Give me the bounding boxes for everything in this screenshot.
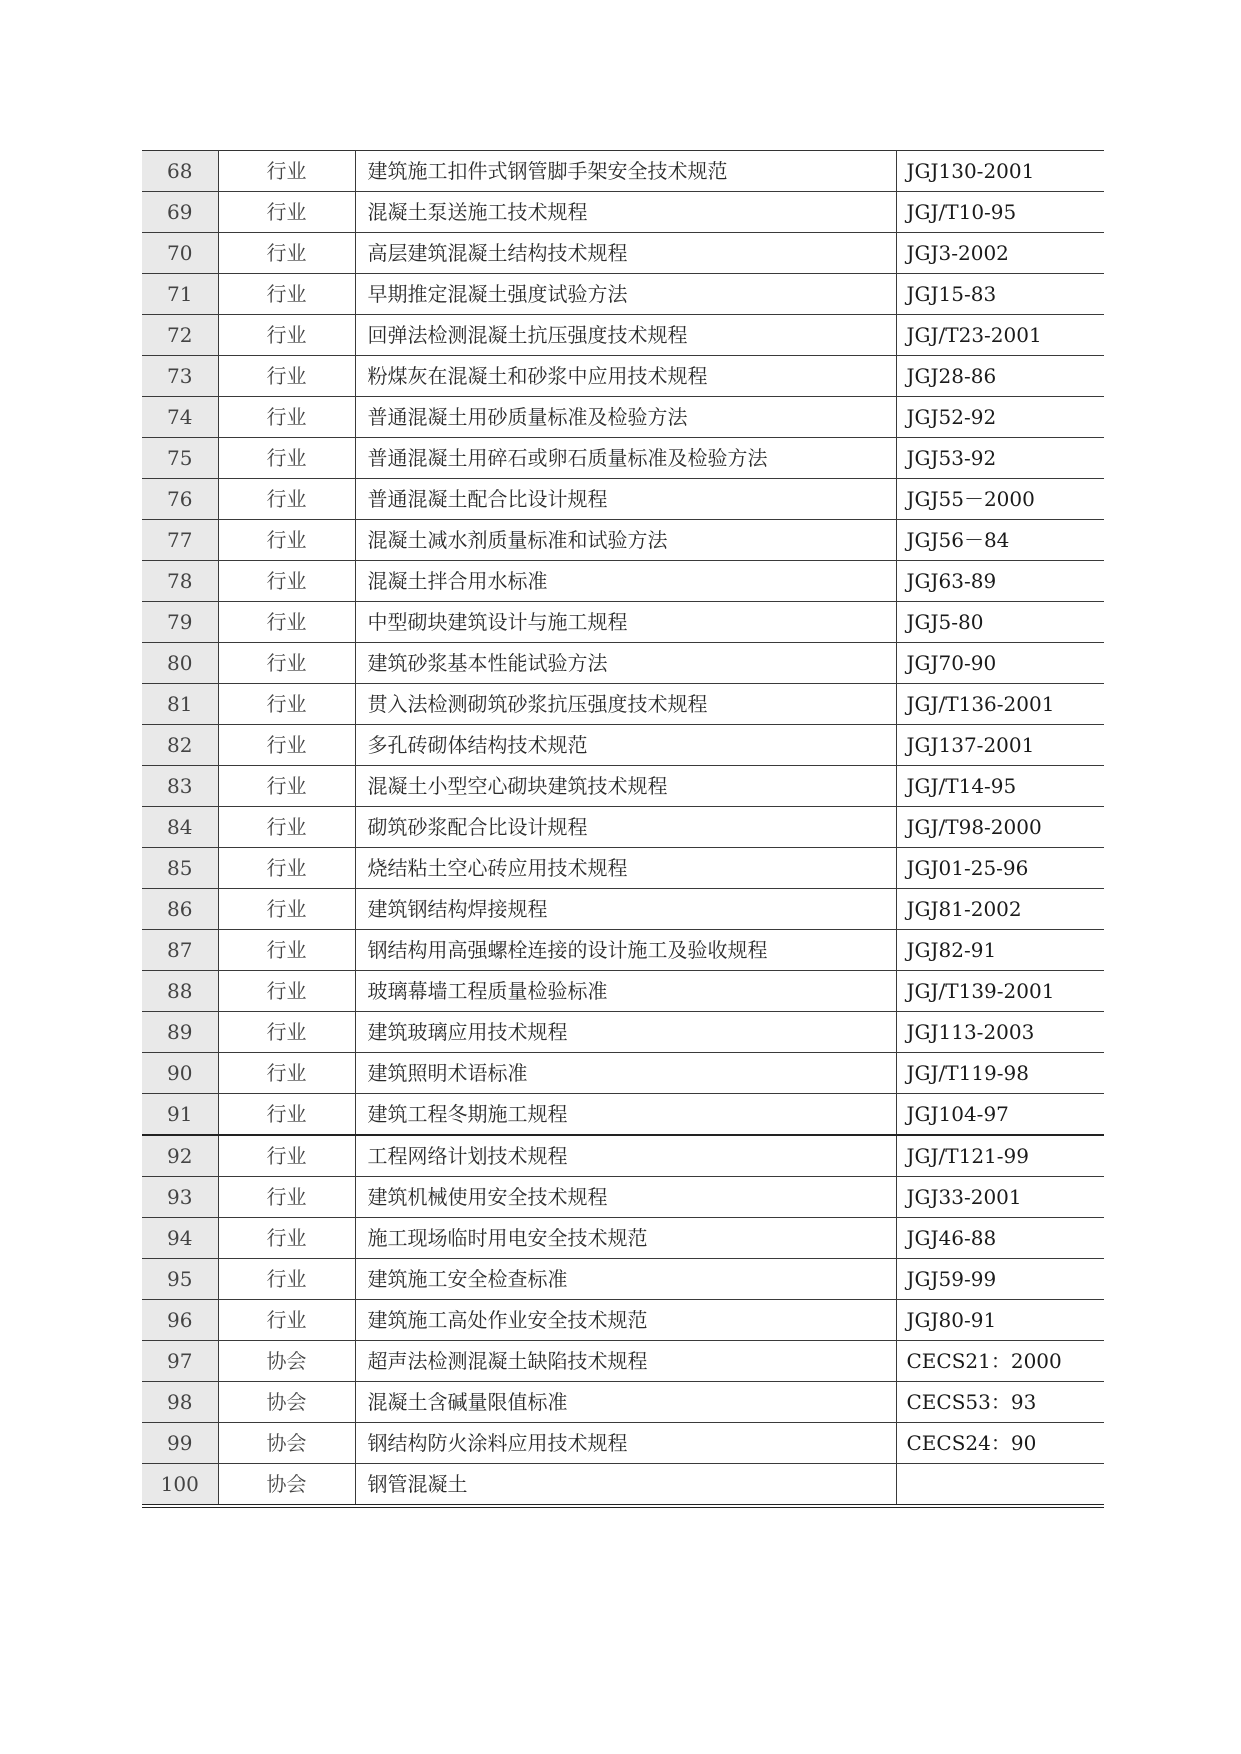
row-number: 95 bbox=[142, 1259, 218, 1300]
table-row bbox=[142, 1300, 1104, 1341]
row-standard-code: JGJ80-91 bbox=[896, 1300, 1104, 1341]
table-row bbox=[142, 397, 1104, 438]
row-number: 69 bbox=[142, 192, 218, 233]
row-number: 71 bbox=[142, 274, 218, 315]
row-standard-name: 建筑工程冬期施工规程 bbox=[355, 1094, 896, 1136]
row-standard-name: 混凝土拌合用水标准 bbox=[355, 561, 896, 602]
row-standard-code: JGJ/T98-2000 bbox=[896, 807, 1104, 848]
row-category: 行业 bbox=[218, 1218, 355, 1259]
row-category: 行业 bbox=[218, 1300, 355, 1341]
table-row bbox=[142, 561, 1104, 602]
row-number: 83 bbox=[142, 766, 218, 807]
row-standard-code: JGJ104-97 bbox=[896, 1094, 1104, 1136]
row-standard-name: 混凝土含碱量限值标准 bbox=[355, 1382, 896, 1423]
row-standard-code: JGJ55－2000 bbox=[896, 479, 1104, 520]
row-standard-code: JGJ01-25-96 bbox=[896, 848, 1104, 889]
row-number: 99 bbox=[142, 1423, 218, 1464]
row-number: 91 bbox=[142, 1094, 218, 1136]
table-row bbox=[142, 971, 1104, 1012]
row-standard-code: JGJ28-86 bbox=[896, 356, 1104, 397]
row-standard-code: JGJ52-92 bbox=[896, 397, 1104, 438]
row-standard-name: 普通混凝土用碎石或卵石质量标准及检验方法 bbox=[355, 438, 896, 479]
row-category: 行业 bbox=[218, 274, 355, 315]
table-row bbox=[142, 1053, 1104, 1094]
row-standard-name: 工程网络计划技术规程 bbox=[355, 1135, 896, 1177]
row-category: 行业 bbox=[218, 766, 355, 807]
row-standard-code: JGJ15-83 bbox=[896, 274, 1104, 315]
row-standard-name: 贯入法检测砌筑砂浆抗压强度技术规程 bbox=[355, 684, 896, 725]
row-number: 72 bbox=[142, 315, 218, 356]
row-standard-name: 玻璃幕墙工程质量检验标准 bbox=[355, 971, 896, 1012]
row-standard-code: CECS21：2000 bbox=[896, 1341, 1104, 1382]
table-row bbox=[142, 1012, 1104, 1053]
table-row bbox=[142, 1094, 1104, 1136]
row-standard-code bbox=[896, 1464, 1104, 1507]
row-standard-name: 钢结构防火涂料应用技术规程 bbox=[355, 1423, 896, 1464]
row-number: 97 bbox=[142, 1341, 218, 1382]
row-standard-code: JGJ56－84 bbox=[896, 520, 1104, 561]
table-row bbox=[142, 848, 1104, 889]
row-standard-name: 建筑施工高处作业安全技术规范 bbox=[355, 1300, 896, 1341]
row-standard-code: JGJ130-2001 bbox=[896, 151, 1104, 192]
table-row bbox=[142, 684, 1104, 725]
row-number: 90 bbox=[142, 1053, 218, 1094]
row-number: 76 bbox=[142, 479, 218, 520]
row-standard-name: 建筑玻璃应用技术规程 bbox=[355, 1012, 896, 1053]
row-category: 行业 bbox=[218, 397, 355, 438]
row-number: 88 bbox=[142, 971, 218, 1012]
row-standard-name: 建筑砂浆基本性能试验方法 bbox=[355, 643, 896, 684]
row-standard-name: 普通混凝土配合比设计规程 bbox=[355, 479, 896, 520]
row-standard-name: 普通混凝土用砂质量标准及检验方法 bbox=[355, 397, 896, 438]
row-number: 94 bbox=[142, 1218, 218, 1259]
row-category: 协会 bbox=[218, 1464, 355, 1507]
row-category: 行业 bbox=[218, 479, 355, 520]
row-standard-name: 粉煤灰在混凝土和砂浆中应用技术规程 bbox=[355, 356, 896, 397]
row-number: 84 bbox=[142, 807, 218, 848]
table-row bbox=[142, 1135, 1104, 1177]
row-number: 82 bbox=[142, 725, 218, 766]
row-standard-name: 多孔砖砌体结构技术规范 bbox=[355, 725, 896, 766]
row-category: 行业 bbox=[218, 1135, 355, 1177]
row-standard-name: 超声法检测混凝土缺陷技术规程 bbox=[355, 1341, 896, 1382]
row-standard-name: 混凝土泵送施工技术规程 bbox=[355, 192, 896, 233]
table-row bbox=[142, 602, 1104, 643]
row-category: 行业 bbox=[218, 930, 355, 971]
table-row bbox=[142, 151, 1104, 192]
row-standard-name: 砌筑砂浆配合比设计规程 bbox=[355, 807, 896, 848]
standards-table bbox=[142, 150, 1104, 1508]
table-row bbox=[142, 930, 1104, 971]
row-category: 行业 bbox=[218, 1094, 355, 1136]
row-standard-code: JGJ/T14-95 bbox=[896, 766, 1104, 807]
row-category: 行业 bbox=[218, 684, 355, 725]
table-row bbox=[142, 889, 1104, 930]
row-standard-code: JGJ59-99 bbox=[896, 1259, 1104, 1300]
table-row bbox=[142, 1382, 1104, 1423]
row-category: 行业 bbox=[218, 192, 355, 233]
row-number: 73 bbox=[142, 356, 218, 397]
row-number: 68 bbox=[142, 151, 218, 192]
row-number: 74 bbox=[142, 397, 218, 438]
row-category: 行业 bbox=[218, 725, 355, 766]
table-row bbox=[142, 1464, 1104, 1507]
row-standard-code: JGJ113-2003 bbox=[896, 1012, 1104, 1053]
row-category: 行业 bbox=[218, 602, 355, 643]
row-standard-name: 早期推定混凝土强度试验方法 bbox=[355, 274, 896, 315]
row-standard-name: 建筑照明术语标准 bbox=[355, 1053, 896, 1094]
row-number: 77 bbox=[142, 520, 218, 561]
row-category: 行业 bbox=[218, 1053, 355, 1094]
row-category: 行业 bbox=[218, 520, 355, 561]
row-category: 行业 bbox=[218, 848, 355, 889]
row-standard-name: 混凝土小型空心砌块建筑技术规程 bbox=[355, 766, 896, 807]
table-row bbox=[142, 1423, 1104, 1464]
row-standard-code: JGJ/T121-99 bbox=[896, 1135, 1104, 1177]
row-standard-code: JGJ/T139-2001 bbox=[896, 971, 1104, 1012]
row-standard-code: JGJ46-88 bbox=[896, 1218, 1104, 1259]
row-standard-code: JGJ33-2001 bbox=[896, 1177, 1104, 1218]
row-number: 86 bbox=[142, 889, 218, 930]
table-row bbox=[142, 1259, 1104, 1300]
table-row bbox=[142, 274, 1104, 315]
row-standard-code: JGJ3-2002 bbox=[896, 233, 1104, 274]
row-standard-code: JGJ81-2002 bbox=[896, 889, 1104, 930]
row-number: 87 bbox=[142, 930, 218, 971]
row-standard-code: JGJ137-2001 bbox=[896, 725, 1104, 766]
row-standard-name: 回弹法检测混凝土抗压强度技术规程 bbox=[355, 315, 896, 356]
row-standard-name: 钢结构用高强螺栓连接的设计施工及验收规程 bbox=[355, 930, 896, 971]
row-number: 96 bbox=[142, 1300, 218, 1341]
row-number: 89 bbox=[142, 1012, 218, 1053]
row-number: 98 bbox=[142, 1382, 218, 1423]
row-number: 79 bbox=[142, 602, 218, 643]
table-row bbox=[142, 766, 1104, 807]
table-row bbox=[142, 356, 1104, 397]
row-category: 行业 bbox=[218, 561, 355, 602]
row-category: 协会 bbox=[218, 1382, 355, 1423]
row-category: 协会 bbox=[218, 1423, 355, 1464]
row-standard-code: JGJ63-89 bbox=[896, 561, 1104, 602]
row-standard-name: 混凝土减水剂质量标准和试验方法 bbox=[355, 520, 896, 561]
row-category: 行业 bbox=[218, 438, 355, 479]
row-standard-code: JGJ5-80 bbox=[896, 602, 1104, 643]
row-standard-code: JGJ70-90 bbox=[896, 643, 1104, 684]
row-number: 92 bbox=[142, 1135, 218, 1177]
row-standard-name: 中型砌块建筑设计与施工规程 bbox=[355, 602, 896, 643]
row-standard-code: JGJ/T23-2001 bbox=[896, 315, 1104, 356]
row-number: 75 bbox=[142, 438, 218, 479]
row-category: 行业 bbox=[218, 889, 355, 930]
row-category: 行业 bbox=[218, 643, 355, 684]
row-standard-name: 施工现场临时用电安全技术规范 bbox=[355, 1218, 896, 1259]
table-row bbox=[142, 192, 1104, 233]
table-row bbox=[142, 807, 1104, 848]
row-standard-name: 建筑钢结构焊接规程 bbox=[355, 889, 896, 930]
row-standard-name: 高层建筑混凝土结构技术规程 bbox=[355, 233, 896, 274]
standards-table-body bbox=[142, 151, 1104, 1507]
row-category: 行业 bbox=[218, 1012, 355, 1053]
row-category: 行业 bbox=[218, 971, 355, 1012]
row-number: 85 bbox=[142, 848, 218, 889]
table-row bbox=[142, 1218, 1104, 1259]
row-standard-code: CECS24：90 bbox=[896, 1423, 1104, 1464]
row-standard-code: JGJ/T136-2001 bbox=[896, 684, 1104, 725]
table-row bbox=[142, 520, 1104, 561]
table-row bbox=[142, 438, 1104, 479]
row-number: 80 bbox=[142, 643, 218, 684]
table-row bbox=[142, 725, 1104, 766]
row-number: 100 bbox=[142, 1464, 218, 1507]
row-category: 行业 bbox=[218, 807, 355, 848]
row-standard-name: 烧结粘土空心砖应用技术规程 bbox=[355, 848, 896, 889]
row-category: 行业 bbox=[218, 315, 355, 356]
table-row bbox=[142, 1177, 1104, 1218]
row-standard-name: 钢管混凝土 bbox=[355, 1464, 896, 1507]
row-category: 行业 bbox=[218, 151, 355, 192]
row-standard-code: JGJ82-91 bbox=[896, 930, 1104, 971]
row-category: 行业 bbox=[218, 1259, 355, 1300]
table-row bbox=[142, 643, 1104, 684]
row-category: 行业 bbox=[218, 356, 355, 397]
table-row bbox=[142, 479, 1104, 520]
row-standard-code: CECS53：93 bbox=[896, 1382, 1104, 1423]
table-row bbox=[142, 315, 1104, 356]
row-category: 行业 bbox=[218, 233, 355, 274]
row-standard-name: 建筑机械使用安全技术规程 bbox=[355, 1177, 896, 1218]
row-standard-code: JGJ/T10-95 bbox=[896, 192, 1104, 233]
row-standard-code: JGJ53-92 bbox=[896, 438, 1104, 479]
row-standard-name: 建筑施工安全检查标准 bbox=[355, 1259, 896, 1300]
row-standard-name: 建筑施工扣件式钢管脚手架安全技术规范 bbox=[355, 151, 896, 192]
row-standard-code: JGJ/T119-98 bbox=[896, 1053, 1104, 1094]
row-number: 81 bbox=[142, 684, 218, 725]
row-category: 协会 bbox=[218, 1341, 355, 1382]
table-row bbox=[142, 1341, 1104, 1382]
row-number: 70 bbox=[142, 233, 218, 274]
table-row bbox=[142, 233, 1104, 274]
row-number: 93 bbox=[142, 1177, 218, 1218]
row-category: 行业 bbox=[218, 1177, 355, 1218]
row-number: 78 bbox=[142, 561, 218, 602]
